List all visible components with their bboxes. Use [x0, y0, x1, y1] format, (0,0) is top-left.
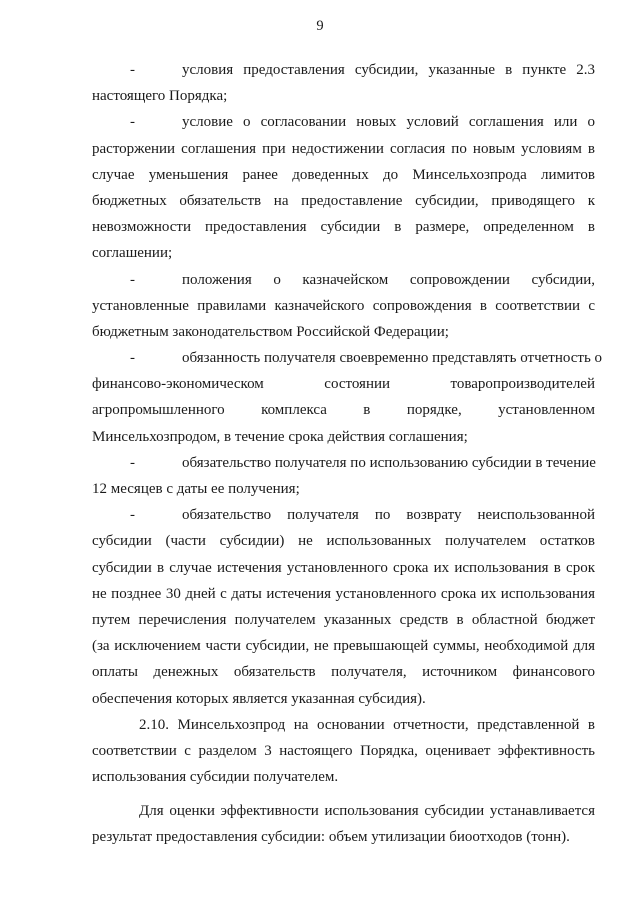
bullet-text: обязательство получателя по возврату неиспользованной — [182, 507, 595, 524]
body-paragraph — [92, 798, 595, 850]
bullet-paragraph — [92, 502, 595, 712]
page-number: 9 — [316, 18, 324, 34]
text-line: субсидии (части субсидии) не использованных получателем остатков — [92, 533, 595, 550]
text-line — [92, 502, 595, 528]
document-body — [92, 57, 603, 851]
text-line: соглашении; — [92, 245, 173, 262]
text-line: соответствии с разделом 3 настоящего Порядка, оценивает эффективность — [92, 742, 595, 759]
text-line — [92, 345, 603, 371]
bullet-paragraph — [92, 450, 595, 502]
bullet-text: обязанность получателя своевременно представлять отчетность о — [182, 350, 603, 367]
bullet-text: обязательство получателя по использованию субсидии в течение — [182, 454, 596, 471]
bullet-dash: - — [130, 454, 135, 471]
text-line: расторжении соглашения при недостижении согласия по новым условиям в — [92, 140, 595, 157]
text-line: 2.10. Минсельхозпрод на основании отчетности, представленной в — [139, 716, 595, 733]
text-line: результат предоставления субсидии: объем утилизации биоотходов (тонн). — [92, 829, 570, 846]
bullet-paragraph — [92, 109, 595, 266]
bullet-text: условия предоставления субсидии, указанные в пункте 2.3 — [182, 62, 595, 78]
text-line — [92, 109, 595, 135]
bullet-dash: - — [130, 271, 135, 288]
text-line: использования субсидии получателем. — [92, 769, 339, 786]
text-line: субсидии в случае истечения установленного срока их использования в срок — [92, 559, 595, 576]
text-line: (за исключением части субсидии, не превышающей суммы, необходимой для — [92, 638, 595, 655]
bullet-paragraph — [92, 267, 595, 346]
text-line: Минсельхозпродом, в течение срока действия соглашения; — [92, 428, 468, 445]
text-line: путем перечисления получателем указанных средств в областной бюджет — [92, 611, 595, 628]
text-line: агропромышленного комплекса в порядке, установленном — [92, 402, 595, 419]
bullet-text: положения о казначейском сопровождении субсидии, — [182, 271, 595, 288]
text-line: настоящего Порядка; — [92, 88, 228, 105]
paragraph-spacer — [92, 790, 595, 798]
text-line: установленные правилами казначейского сопровождения в соответствии с — [92, 297, 595, 314]
bullet-paragraph — [92, 345, 603, 450]
text-line: Для оценки эффективности использования субсидии устанавливается — [139, 803, 595, 820]
text-line — [92, 267, 595, 293]
text-line: невозможности предоставления субсидии в размере, определенном в — [92, 219, 595, 236]
bullet-paragraph — [92, 57, 595, 109]
text-line: бюджетным законодательством Российской Федерации; — [92, 323, 449, 340]
text-line: бюджетных обязательств на предоставление субсидии, приводящего к — [92, 192, 595, 209]
text-line: финансово-экономическом состоянии товаропроизводителей — [92, 376, 595, 393]
text-line — [92, 450, 595, 476]
text-line: не позднее 30 дней с даты истечения установленного срока их использования — [92, 585, 595, 602]
bullet-dash: - — [130, 507, 135, 524]
text-line — [92, 57, 595, 83]
text-line: случае уменьшения ранее доведенных до Минсельхозпрода лимитов — [92, 166, 595, 183]
text-line: оплаты денежных обязательств получателя, источником финансового — [92, 664, 595, 681]
bullet-dash: - — [130, 62, 135, 78]
bullet-dash: - — [130, 114, 135, 131]
text-line: обеспечения которых является указанная субсидия). — [92, 690, 426, 707]
body-paragraph — [92, 712, 595, 791]
text-line: 12 месяцев с даты ее получения; — [92, 481, 300, 497]
bullet-dash: - — [130, 350, 135, 367]
bullet-text: условие о согласовании новых условий соглашения или о — [182, 114, 595, 131]
